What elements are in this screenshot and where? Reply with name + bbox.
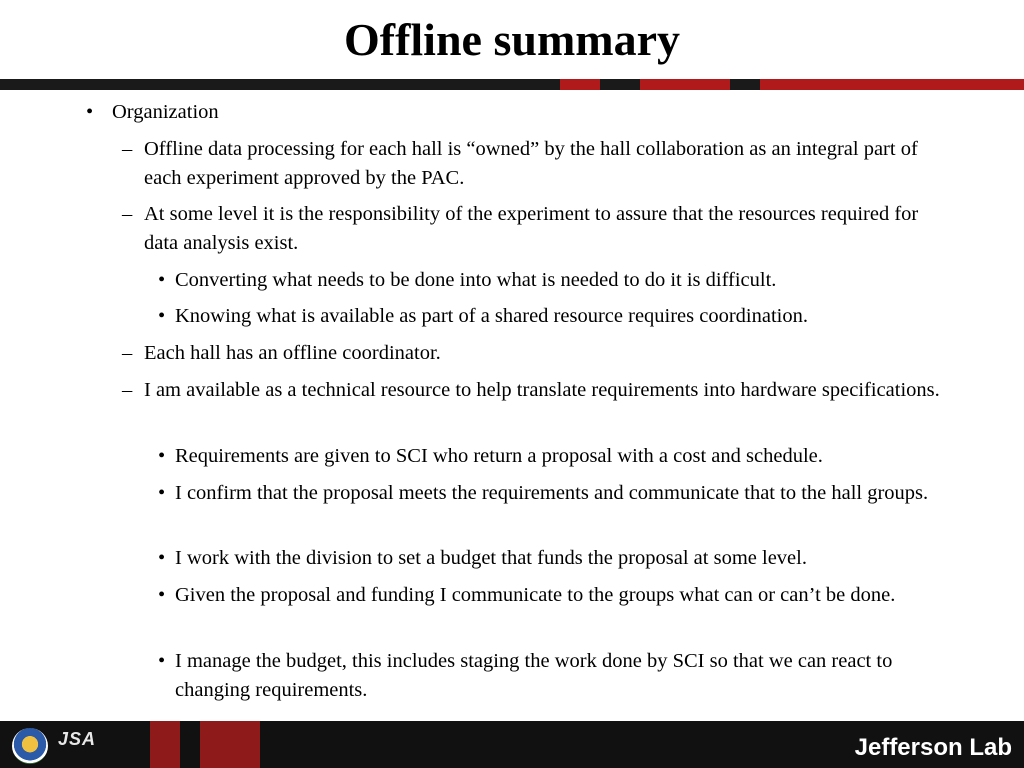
bullet-text: Organization [112,101,219,123]
bullet-text: Converting what needs to be done into what is needed to do it is difficult. [175,269,777,291]
bullet-text: Each hall has an offline coordinator. [144,342,441,364]
slide-title: Offline summary [343,14,680,65]
bullet-marker: – [122,379,133,401]
bullet-marker: • [158,584,166,606]
bullet-marker: • [158,305,166,327]
header-band-stripe [760,79,1024,90]
bullet-text: At some level it is the responsibility of the experiment to assure that the resources required for data analysis exist. [144,203,919,254]
bullet-text: I manage the budget, this includes staging the work done by SCI so that we can react to changing requirements. [175,650,893,701]
bullet-text: Requirements are given to SCI who return a proposal with a cost and schedule. [175,445,823,467]
bullet-marker: – [122,203,133,225]
jefferson-lab-logo: Jefferson Lab [854,734,1012,761]
bullet-text: Knowing what is available as part of a shared resource requires coordination. [175,305,808,327]
bullet-marker: • [158,547,166,569]
bullet-item [158,442,945,471]
header-band-stripe [560,79,600,90]
bullet-item [158,266,945,295]
bullet-marker: • [158,482,166,504]
bullet-item [122,135,944,193]
bullet-marker: – [122,138,133,160]
footer-stripe [150,721,180,768]
bullet-item [158,544,945,573]
bullet-text: I confirm that the proposal meets the requirements and communicate that to the hall groups. [175,482,929,504]
doe-seal-icon [12,728,48,764]
bullet-marker: – [122,342,133,364]
bullet-item [122,339,944,368]
bullet-marker: • [158,269,166,291]
jsa-logo: JSA [58,729,97,749]
footer-stripe [200,721,260,768]
bullet-item [158,581,945,610]
header-band-stripe [640,79,730,90]
bullet-item [158,302,945,331]
bullet-marker: • [158,445,166,467]
bullet-item [158,647,945,705]
bullet-text: Given the proposal and funding I communicate to the groups what can or can’t be done. [175,584,896,606]
header-band [0,79,1024,90]
bullet-text: I am available as a technical resource to help translate requirements into hardware specifications. [144,379,940,401]
bullet-item [122,200,944,258]
bullet-item [86,98,972,127]
bullet-item [158,479,945,508]
bullet-marker: • [86,101,94,123]
bullet-text: I work with the division to set a budget that funds the proposal at some level. [175,547,807,569]
bullet-text: Offline data processing for each hall is “owned” by the hall collaboration as an integral part of each experiment approved by the PAC. [144,138,918,189]
bullet-marker: • [158,650,166,672]
bullet-item [122,376,944,405]
